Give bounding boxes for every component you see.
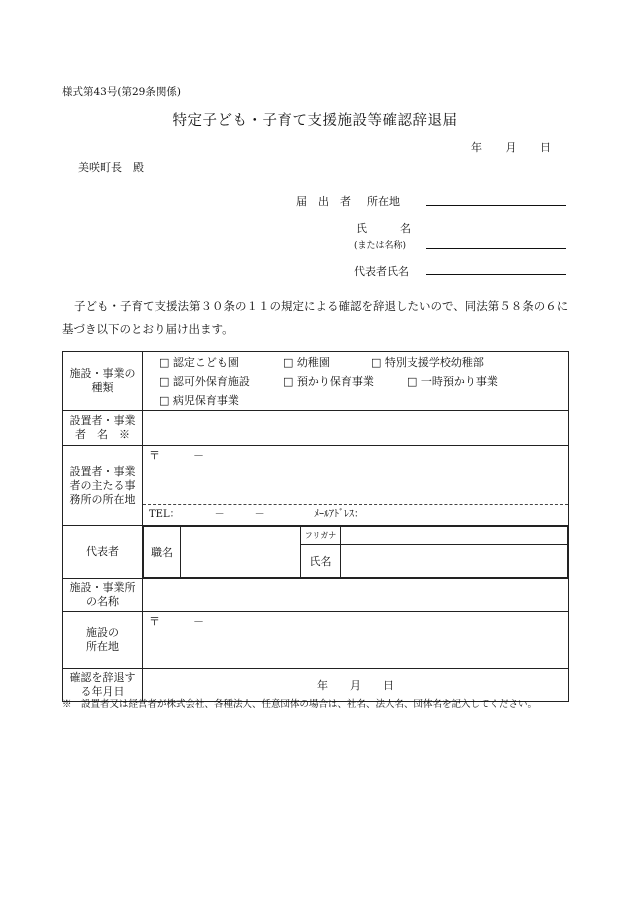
- body-text: 子ども・子育て支援法第３０条の１１の規定による確認を辞退したいので、同法第５８条の６に基づき以下のとおり届け出ます。: [62, 299, 569, 336]
- representative-cell: [143, 526, 569, 579]
- date-line: 年 月 日: [471, 141, 551, 154]
- rep-name-label: 氏名: [301, 545, 341, 578]
- option-byouji-hoiku[interactable]: □ 病児保育事業: [159, 394, 239, 407]
- operator-postal-mark[interactable]: 〒 －: [149, 449, 204, 462]
- operator-tel[interactable]: TEL： － －: [149, 509, 265, 520]
- facility-type-header: 施設・事業の種類: [63, 352, 143, 411]
- facility-address-header: 施設の所在地: [63, 612, 143, 669]
- facility-name-field[interactable]: [143, 579, 569, 612]
- applicant-label: 届 出 者: [296, 195, 351, 208]
- facility-name-header: 施設・事業所の名称: [63, 579, 143, 612]
- form-number: 様式第43号(第29条関係): [62, 86, 181, 98]
- name-label: 氏 名: [356, 222, 411, 235]
- application-form-table: [62, 351, 569, 702]
- option-ninkagai-hoiku[interactable]: □ 認可外保育施設: [159, 375, 250, 388]
- footnote: ※ 設置者又は経営者が株式会社、各種法人、任意団体の場合は、社名、法人名、団体名を記入してください。: [62, 699, 538, 710]
- operator-email[interactable]: ﾒｰﾙｱﾄﾞﾚｽ：: [314, 509, 364, 520]
- facility-type-options: [143, 352, 569, 411]
- facility-postal-mark: 〒 －: [149, 615, 204, 628]
- rep-name-field[interactable]: [341, 545, 568, 578]
- furigana-field[interactable]: [341, 527, 568, 545]
- operator-name-field[interactable]: [143, 411, 569, 446]
- withdrawal-date-field[interactable]: 年 月 日: [143, 669, 569, 702]
- option-youchien[interactable]: □ 幼稚園: [283, 356, 330, 369]
- option-nintei-kodomoen[interactable]: □ 認定こども園: [159, 356, 239, 369]
- option-azukari-hoiku[interactable]: □ 預かり保育事業: [283, 375, 374, 388]
- address-label: 所在地: [367, 195, 400, 208]
- furigana-label: フリガナ: [301, 527, 341, 545]
- document-title: 特定子ども・子育て支援施設等確認辞退届: [172, 113, 458, 129]
- operator-address-header: 設置者・事業者の主たる事務所の所在地: [63, 446, 143, 526]
- name-field-line[interactable]: [426, 248, 566, 249]
- address-field-line[interactable]: [426, 205, 566, 206]
- option-tokubetsu-shien[interactable]: □ 特別支援学校幼稚部: [371, 356, 484, 369]
- representative-name-label: 代表者氏名: [354, 265, 409, 278]
- representative-header: 代表者: [63, 526, 143, 579]
- option-ichiji-azukari[interactable]: □ 一時預かり事業: [407, 375, 498, 388]
- withdrawal-date-header: 確認を辞退する年月日: [63, 669, 143, 702]
- position-field[interactable]: [181, 527, 301, 578]
- recipient: 美咲町長 殿: [78, 161, 144, 174]
- operator-name-header: 設置者・事業者 名 ※: [63, 411, 143, 446]
- name-sub-label: (または名称): [354, 241, 407, 251]
- facility-address-field[interactable]: [143, 612, 569, 669]
- operator-address-cell: [143, 446, 569, 526]
- representative-field-line[interactable]: [426, 274, 566, 275]
- position-label: 職名: [144, 527, 181, 578]
